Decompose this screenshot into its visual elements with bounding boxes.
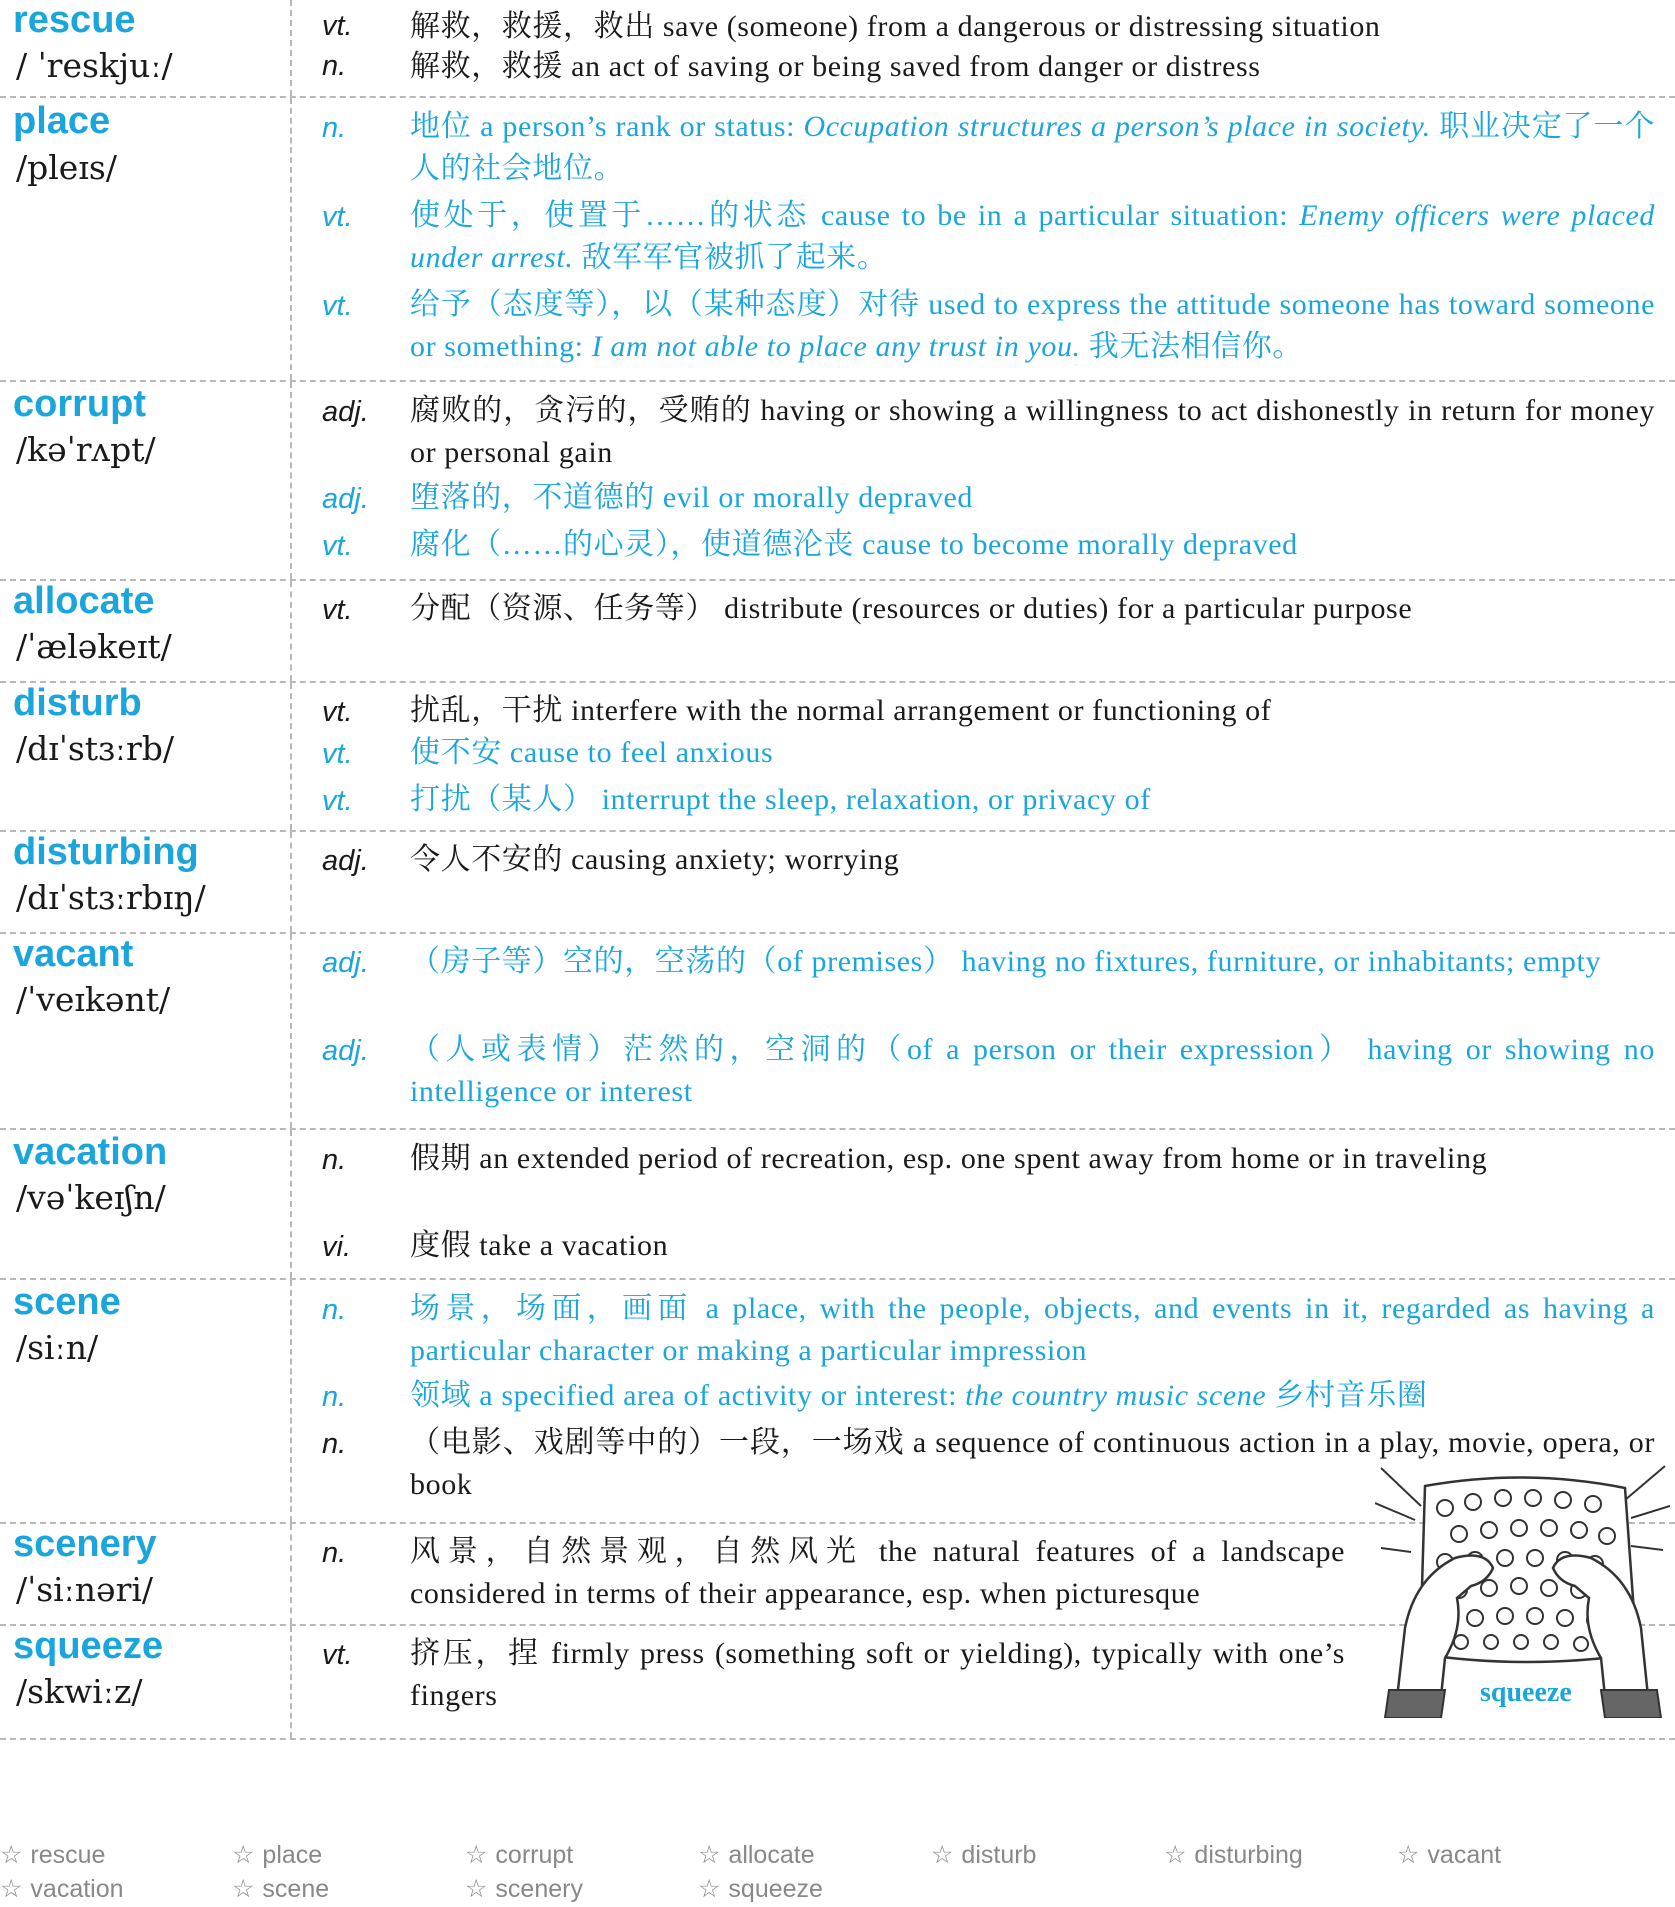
headword: disturbing xyxy=(13,831,199,873)
entry-left xyxy=(0,1626,292,1738)
def-en: the natural features of a landscape considered in terms of their appearance, esp. when picturesque xyxy=(410,1535,1346,1610)
checklist-item[interactable] xyxy=(232,1840,322,1870)
def-en: firmly press (something soft or yielding), typically with one’s fingers xyxy=(410,1637,1345,1712)
def-en: a specified area of activity or interest: xyxy=(471,1379,966,1412)
entry-vacant xyxy=(0,934,1675,1130)
checklist-word: squeeze xyxy=(728,1875,823,1903)
pos: n. xyxy=(322,1144,347,1176)
checklist-item[interactable] xyxy=(1397,1840,1501,1870)
definition xyxy=(410,477,1655,519)
entry-corrupt xyxy=(0,382,1675,581)
star-icon: ☆ xyxy=(1397,1841,1420,1869)
def-en: cause to become morally depraved xyxy=(854,528,1298,561)
star-icon: ☆ xyxy=(232,1841,255,1869)
def-en: （of premises） having no fixtures, furniture, or inhabitants; empty xyxy=(746,945,1602,978)
def-en: having or showing a willingness to act dishonestly in return for money or personal gain xyxy=(410,394,1655,469)
headword: rescue xyxy=(13,0,136,41)
entry-left xyxy=(0,0,292,96)
def-en: （of a person or their expression） having or showing no intelligence or interest xyxy=(410,1033,1655,1108)
phonetic: /ˈæləkeɪt/ xyxy=(16,627,172,666)
example: Enemy officers were placed under arrest. xyxy=(410,199,1655,274)
entry-senses xyxy=(292,98,1675,380)
pos: n. xyxy=(322,1428,347,1460)
checklist-item[interactable] xyxy=(0,1874,124,1904)
pos: adj. xyxy=(322,483,369,515)
def-cn: 打扰（某人） xyxy=(410,783,594,816)
entry-left xyxy=(0,382,292,579)
entry-place xyxy=(0,98,1675,382)
headword: corrupt xyxy=(13,383,146,425)
entry-left xyxy=(0,1524,292,1624)
checklist-item[interactable] xyxy=(1164,1840,1303,1870)
headword: vacation xyxy=(13,1131,168,1173)
def-en: take a vacation xyxy=(471,1229,669,1262)
headword: scenery xyxy=(13,1523,157,1565)
entry-left xyxy=(0,98,292,380)
example: the country music scene xyxy=(965,1379,1267,1412)
def-cn: 领域 xyxy=(410,1379,472,1412)
headword: squeeze xyxy=(13,1625,163,1667)
def-en: cause to feel anxious xyxy=(501,736,774,769)
pos: n. xyxy=(322,1537,347,1569)
def-cn: 使处于，使置于……的状态 xyxy=(410,199,810,232)
definition xyxy=(410,941,1655,983)
checklist-item[interactable] xyxy=(698,1840,815,1870)
entry-allocate xyxy=(0,581,1675,683)
definition xyxy=(410,732,1655,774)
checklist-item[interactable] xyxy=(931,1840,1036,1870)
def-cn: 堕落的，不道德的 xyxy=(410,481,655,514)
pos: vt. xyxy=(322,785,353,817)
definition xyxy=(410,106,1655,190)
def-cn: 腐化（……的心灵），使道德沦丧 xyxy=(410,528,854,561)
star-icon: ☆ xyxy=(0,1875,23,1903)
def-en: a sequence of continuous action in a play, movie, opera, or book xyxy=(410,1426,1655,1501)
pos: vt. xyxy=(322,594,353,626)
entry-senses xyxy=(292,581,1675,681)
def-en: a person’s rank or status: xyxy=(471,110,804,143)
definition xyxy=(410,1138,1655,1180)
definition xyxy=(410,1225,1655,1267)
entry-senses xyxy=(292,0,1675,96)
entry-left xyxy=(0,934,292,1128)
example-cn: 乡村音乐圈 xyxy=(1266,1379,1428,1412)
star-icon: ☆ xyxy=(232,1875,255,1903)
phonetic: /pleɪs/ xyxy=(16,148,117,187)
entry-left xyxy=(0,683,292,830)
entry-disturb xyxy=(0,683,1675,832)
phonetic: /skwiːz/ xyxy=(16,1672,143,1711)
example: Occupation structures a person’s place in society. xyxy=(803,110,1431,143)
pos: vt. xyxy=(322,290,353,322)
phonetic: /vəˈkeɪʃn/ xyxy=(16,1178,166,1217)
pos: vt. xyxy=(322,201,353,233)
def-en: save (someone) from a dangerous or distressing situation xyxy=(654,10,1381,43)
headword: vacant xyxy=(13,933,134,975)
headword: scene xyxy=(13,1281,121,1323)
checklist-word: scenery xyxy=(495,1875,583,1903)
def-en: causing anxiety; worrying xyxy=(563,843,900,876)
pos: n. xyxy=(322,1294,347,1326)
checklist-word: vacation xyxy=(30,1875,124,1903)
def-en: an act of saving or being saved from danger or distress xyxy=(563,50,1261,83)
phonetic: / ˈreskjuː/ xyxy=(16,46,173,85)
def-cn: （人或表情）茫然的，空洞的 xyxy=(410,1033,872,1066)
pos: n. xyxy=(322,1381,347,1413)
entry-left xyxy=(0,581,292,681)
checklist-item[interactable] xyxy=(698,1874,823,1904)
pos: adj. xyxy=(322,845,369,877)
entry-left xyxy=(0,1130,292,1278)
star-icon: ☆ xyxy=(698,1875,721,1903)
checklist-word: disturb xyxy=(961,1841,1037,1869)
entry-senses xyxy=(292,934,1675,1128)
definition xyxy=(410,588,1655,630)
pos: adj. xyxy=(322,1035,369,1067)
word-checklist xyxy=(0,1840,1675,1907)
entry-senses xyxy=(292,1130,1675,1278)
checklist-word: place xyxy=(262,1841,323,1869)
checklist-item[interactable] xyxy=(232,1874,329,1904)
definition xyxy=(410,1029,1655,1113)
pos: vt. xyxy=(322,530,353,562)
example-cn: 我无法相信你。 xyxy=(1080,330,1303,363)
pos: vt. xyxy=(322,738,353,770)
entry-senses xyxy=(292,683,1675,830)
def-cn: （房子等）空的，空荡的 xyxy=(410,945,747,978)
checklist-word: disturbing xyxy=(1194,1841,1303,1869)
entry-vacation xyxy=(0,1130,1675,1280)
phonetic: /ˈsiːnəri/ xyxy=(16,1570,154,1609)
definition xyxy=(410,6,1655,48)
definition xyxy=(410,690,1655,732)
example-cn: 敌军军官被抓了起来。 xyxy=(573,241,888,274)
def-en: interrupt the sleep, relaxation, or privacy of xyxy=(593,783,1151,816)
checklist-word: corrupt xyxy=(495,1841,574,1869)
headword: disturb xyxy=(13,682,142,724)
entry-left xyxy=(0,832,292,932)
pos: vt. xyxy=(322,10,353,42)
checklist-word: allocate xyxy=(728,1841,815,1869)
checklist-item[interactable] xyxy=(465,1840,573,1870)
star-icon: ☆ xyxy=(465,1841,488,1869)
def-cn: 场景，场面，画面 xyxy=(410,1292,693,1325)
def-cn: 解救，救援，救出 xyxy=(410,10,655,43)
definition xyxy=(410,195,1655,279)
checklist-word: rescue xyxy=(30,1841,106,1869)
star-icon: ☆ xyxy=(698,1841,721,1869)
checklist-item[interactable] xyxy=(465,1874,583,1904)
def-en: evil or morally depraved xyxy=(654,481,974,514)
definition xyxy=(410,46,1655,88)
definition xyxy=(410,1375,1655,1417)
pos: vi. xyxy=(322,1231,351,1263)
headword: place xyxy=(13,100,111,142)
phonetic: /dɪˈstɜːrbɪŋ/ xyxy=(16,878,206,917)
def-cn: 使不安 xyxy=(410,736,502,769)
pos: adj. xyxy=(322,396,369,428)
checklist-item[interactable] xyxy=(0,1840,105,1870)
star-icon: ☆ xyxy=(465,1875,488,1903)
def-en: an extended period of recreation, esp. one spent away from home or in traveling xyxy=(471,1142,1488,1175)
def-en: distribute (resources or duties) for a particular purpose xyxy=(716,592,1413,625)
star-icon: ☆ xyxy=(0,1841,23,1869)
pos: n. xyxy=(322,112,347,144)
def-cn: 扰乱，干扰 xyxy=(410,694,563,727)
def-cn: 腐败的，贪污的，受贿的 xyxy=(410,394,752,427)
example-cn: 职业决定了一个人的社会地位。 xyxy=(410,110,1655,185)
pos: vt. xyxy=(322,696,353,728)
def-cn: 风景，自然景观，自然风光 xyxy=(410,1535,864,1568)
def-cn: 挤压，捏 xyxy=(410,1637,541,1670)
pos: n. xyxy=(322,50,347,82)
definition xyxy=(410,524,1655,566)
phonetic: /siːn/ xyxy=(16,1328,99,1367)
checklist-word: scene xyxy=(262,1875,330,1903)
illustration-caption: squeeze xyxy=(1480,1677,1572,1708)
definition xyxy=(410,839,1655,881)
definition xyxy=(410,1531,1345,1615)
def-en: interfere with the normal arrangement or functioning of xyxy=(563,694,1272,727)
pos: adj. xyxy=(322,947,369,979)
def-en: a place, with the people, objects, and events in it, regarded as having a particular character or making a particular impression xyxy=(410,1292,1655,1367)
definition xyxy=(410,284,1655,368)
def-en: used to express the attitude someone has toward someone or something: xyxy=(410,288,1656,363)
phonetic: /kəˈrʌpt/ xyxy=(16,430,156,469)
entry-rescue xyxy=(0,0,1675,98)
star-icon: ☆ xyxy=(931,1841,954,1869)
def-cn: 解救，救援 xyxy=(410,50,563,83)
entry-left xyxy=(0,1280,292,1522)
definition xyxy=(410,1288,1655,1372)
entry-senses xyxy=(292,832,1675,932)
example: I am not able to place any trust in you. xyxy=(591,330,1081,363)
phonetic: /ˈveɪkənt/ xyxy=(16,980,171,1019)
definition xyxy=(410,779,1655,821)
definition xyxy=(410,390,1655,474)
entry-disturbing xyxy=(0,832,1675,934)
def-cn: 度假 xyxy=(410,1229,472,1262)
def-cn: 令人不安的 xyxy=(410,843,563,876)
star-icon: ☆ xyxy=(1164,1841,1187,1869)
def-cn: 地位 xyxy=(410,110,472,143)
def-cn: 假期 xyxy=(410,1142,472,1175)
pos: vt. xyxy=(322,1639,353,1671)
checklist-word: vacant xyxy=(1427,1841,1502,1869)
headword: allocate xyxy=(13,580,155,622)
phonetic: /dɪˈstɜːrb/ xyxy=(16,729,174,768)
def-cn: 给予（态度等），以（某种态度）对待 xyxy=(410,288,920,321)
def-en: cause to be in a particular situation: xyxy=(809,199,1300,232)
def-cn: 分配（资源、任务等） xyxy=(410,592,716,625)
definition xyxy=(410,1633,1345,1717)
entry-senses xyxy=(292,382,1675,579)
def-cn: （电影、戏剧等中的）一段，一场戏 xyxy=(410,1426,905,1459)
